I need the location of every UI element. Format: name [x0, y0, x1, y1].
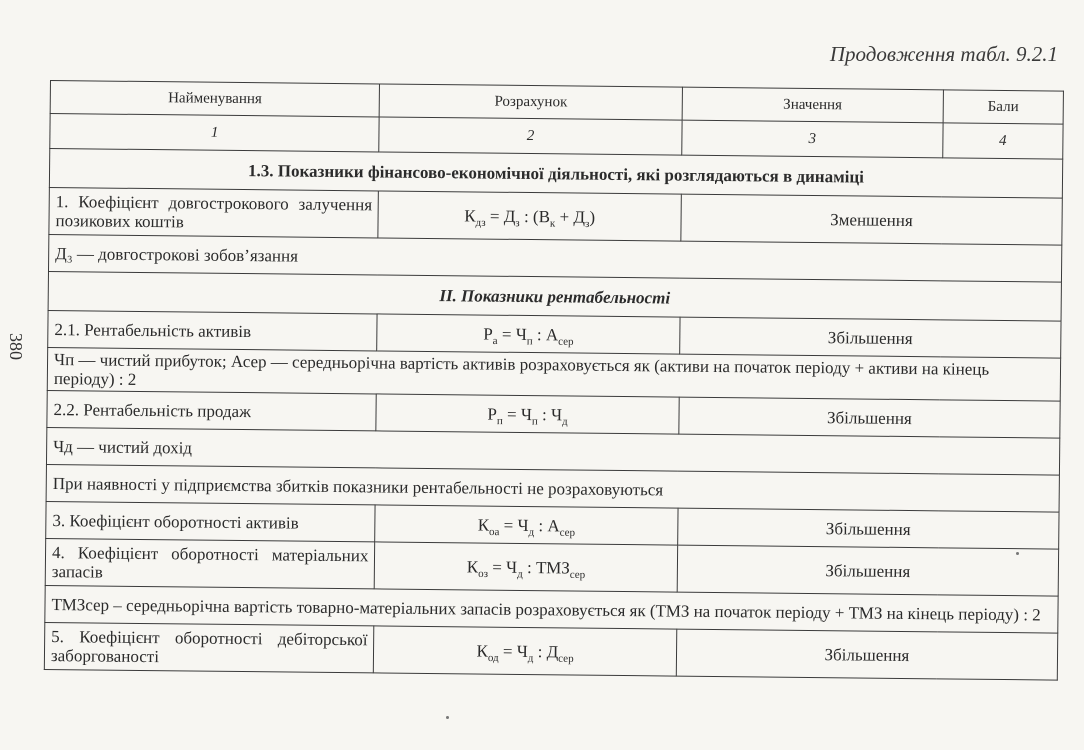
indicator-formula: $Р_п = Ч_п$ : $Ч_д$	[376, 394, 679, 434]
indicator-value: Збільшення	[677, 545, 1059, 596]
section-heading: II. Показники рентабельності	[48, 271, 1061, 321]
col-number-1: 1	[50, 114, 380, 152]
section-heading: 1.3. Показники фінансово-економічної діяльності, які розглядаються в динаміці	[49, 149, 1062, 199]
col-number-3: 3	[682, 120, 943, 158]
header-name: Найменування	[50, 81, 380, 117]
indicator-name: 1. Коефіцієнт довгострокового залучення позикових коштів	[49, 187, 379, 237]
table-caption: Продовження табл. 9.2.1	[829, 42, 1058, 66]
indicator-value: Збільшення	[677, 508, 1059, 549]
header-value: Значення	[682, 87, 943, 123]
indicator-name: 5. Коефіцієнт оборотності дебіторської заборгованості	[44, 622, 374, 672]
indicator-value: Збільшення	[679, 317, 1061, 358]
note-text: Чд — чистий дохід	[46, 427, 1059, 475]
header-calculation: Розрахунок	[380, 84, 683, 120]
paper-speck	[1016, 552, 1019, 555]
indicator-name: 2.1. Рентабельність активів	[48, 310, 378, 350]
indicator-formula: $К_{од} = Ч_д$ : $Д_{сер}$	[374, 626, 677, 676]
col-number-2: 2	[379, 117, 682, 155]
note-text: Чп — чистий прибуток; Асер — середньорічна вартість активів розраховується як (активи на початок періоду + активи на кінець періоду) : 2	[47, 347, 1060, 401]
indicator-name: 3. Коефіцієнт оборотності активів	[46, 501, 376, 541]
indicator-formula: $К_{дз} = Д_з$ : $(В_к + Д_з)$	[378, 191, 681, 241]
indicator-value: Збільшення	[679, 397, 1061, 438]
indicators-table	[44, 80, 1064, 681]
indicator-name: 4. Коефіцієнт оборотності матеріальних запасів	[45, 538, 375, 588]
indicator-name: 2.2. Рентабельність продаж	[47, 390, 377, 430]
indicator-value: Збільшення	[676, 629, 1058, 680]
header-points: Бали	[943, 90, 1064, 124]
col-number-4: 4	[943, 123, 1064, 159]
indicator-formula: $К_{оа} = Ч_д$ : $А_{сер}$	[375, 505, 678, 545]
table-sheet	[44, 80, 1064, 681]
note-text: При наявності у підприємства збитків показники рентабельності не розраховуються	[46, 464, 1059, 512]
indicator-value: Зменшення	[681, 194, 1063, 245]
note-text: Д₃ — довгострокові зобов’язання	[48, 234, 1061, 282]
indicator-formula: $Р_а = Ч_п$ : $А_{сер}$	[377, 314, 680, 354]
table-row	[44, 622, 1057, 680]
paper-speck	[446, 716, 449, 719]
note-text: ТМЗсер – середньорічна вартість товарно-матеріальних запасів розраховується як (ТМЗ на початок періоду + ТМЗ на кінець періоду) : 2	[45, 585, 1058, 633]
indicator-formula: $К_{оз} = Ч_д$ : $ТМЗ_{сер}$	[375, 542, 678, 592]
page-number: 380	[6, 333, 26, 360]
